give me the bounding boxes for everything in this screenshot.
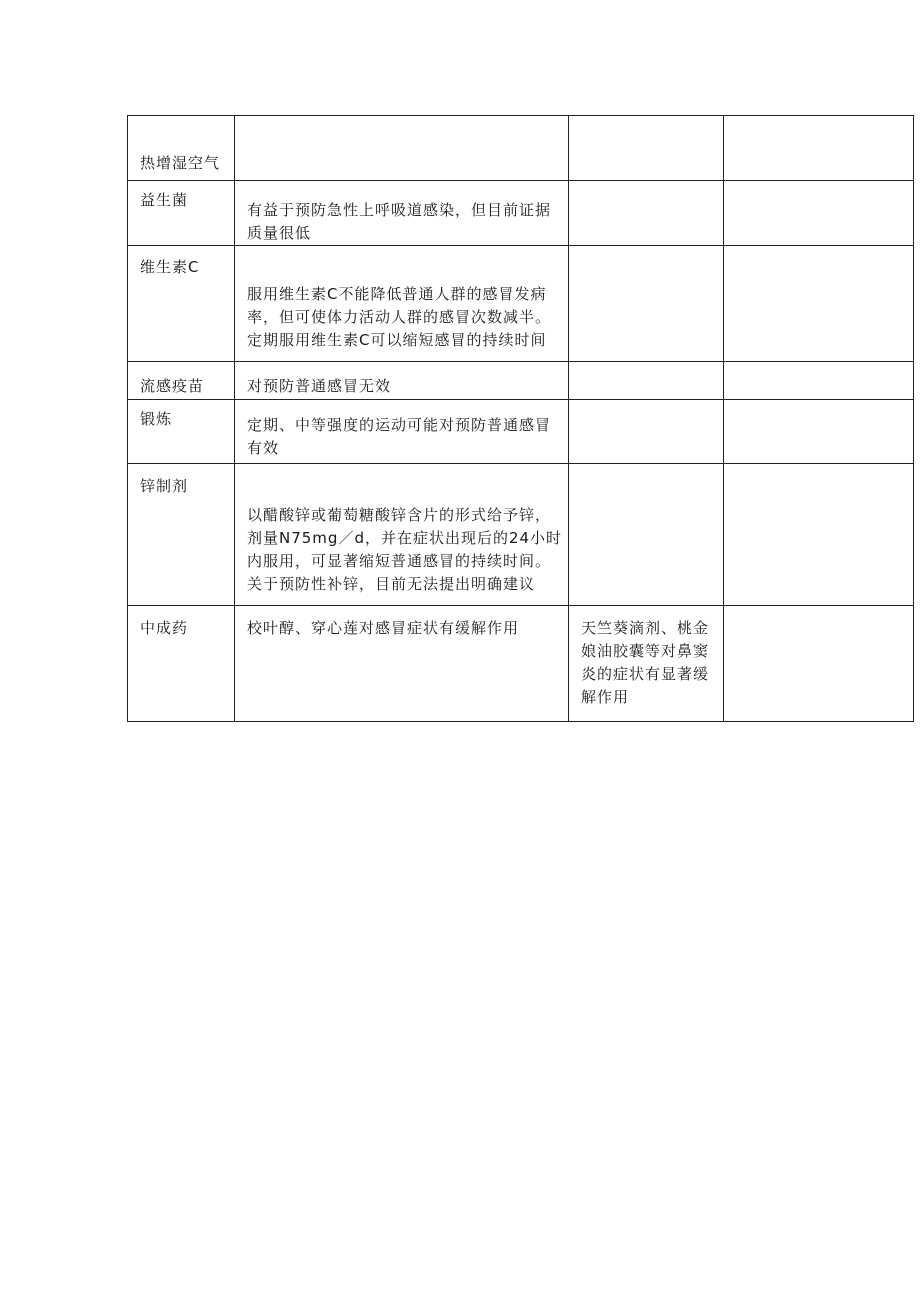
row-desc-cell: [235, 400, 569, 464]
table-row: [128, 606, 914, 722]
row-extra-cell: [569, 606, 724, 722]
row-desc-cell: [235, 464, 569, 606]
row-col4-cell: [724, 181, 914, 246]
row-name: 锻炼: [140, 410, 173, 428]
table-row: [128, 116, 914, 181]
row-col4-cell: [724, 606, 914, 722]
row-name-cell: [128, 606, 235, 722]
row-name-cell: [128, 181, 235, 246]
row-desc-cell: [235, 606, 569, 722]
row-extra-cell: [569, 116, 724, 181]
table-row: [128, 181, 914, 246]
row-desc-cell: [235, 116, 569, 181]
row-name: 锌制剂: [140, 477, 189, 495]
row-extra-cell: [569, 246, 724, 362]
table-row: [128, 464, 914, 606]
table-row: [128, 362, 914, 400]
treatment-table: [127, 115, 914, 722]
row-extra-cell: [569, 181, 724, 246]
row-desc: 服用维生素C不能降低普通人群的感冒发病率，但可使体力活动人群的感冒次数减半。定期服用维生素C可以缩短感冒的持续时间: [247, 285, 552, 349]
row-name-cell: [128, 464, 235, 606]
row-desc: 对预防普通感冒无效: [247, 377, 392, 395]
row-name: 益生菌: [140, 191, 189, 209]
row-col4-cell: [724, 362, 914, 400]
row-desc-cell: [235, 246, 569, 362]
row-name: 维生素C: [140, 258, 200, 276]
row-col4-cell: [724, 464, 914, 606]
row-extra-cell: [569, 362, 724, 400]
row-desc-cell: [235, 181, 569, 246]
row-col4-cell: [724, 116, 914, 181]
row-name: 热增湿空气: [140, 154, 221, 172]
row-name-cell: [128, 400, 235, 464]
row-col4-cell: [724, 400, 914, 464]
row-extra-cell: [569, 400, 724, 464]
row-name: 中成药: [140, 619, 189, 637]
row-desc: 校叶醇、穿心莲对感冒症状有缓解作用: [247, 619, 520, 637]
row-name-cell: [128, 246, 235, 362]
table-row: [128, 246, 914, 362]
row-desc: 有益于预防急性上呼吸道感染，但目前证据质量很低: [247, 201, 552, 242]
row-extra-cell: [569, 464, 724, 606]
row-name-cell: [128, 116, 235, 181]
row-name-cell: [128, 362, 235, 400]
row-name: 流感疫苗: [140, 377, 205, 395]
row-desc: 以醋酸锌或葡萄糖酸锌含片的形式给予锌，剂量N75mg／d，并在症状出现后的24小时内服用，可显著缩短普通感冒的持续时间。关于预防性补锌，目前无法提出明确建议: [247, 506, 563, 593]
row-desc: 定期、中等强度的运动可能对预防普通感冒有效: [247, 416, 552, 457]
row-desc-cell: [235, 362, 569, 400]
row-extra: 天竺葵滴剂、桃金娘油胶囊等对鼻窦炎的症状有显著缓解作用: [581, 619, 710, 706]
table-row: [128, 400, 914, 464]
row-col4-cell: [724, 246, 914, 362]
